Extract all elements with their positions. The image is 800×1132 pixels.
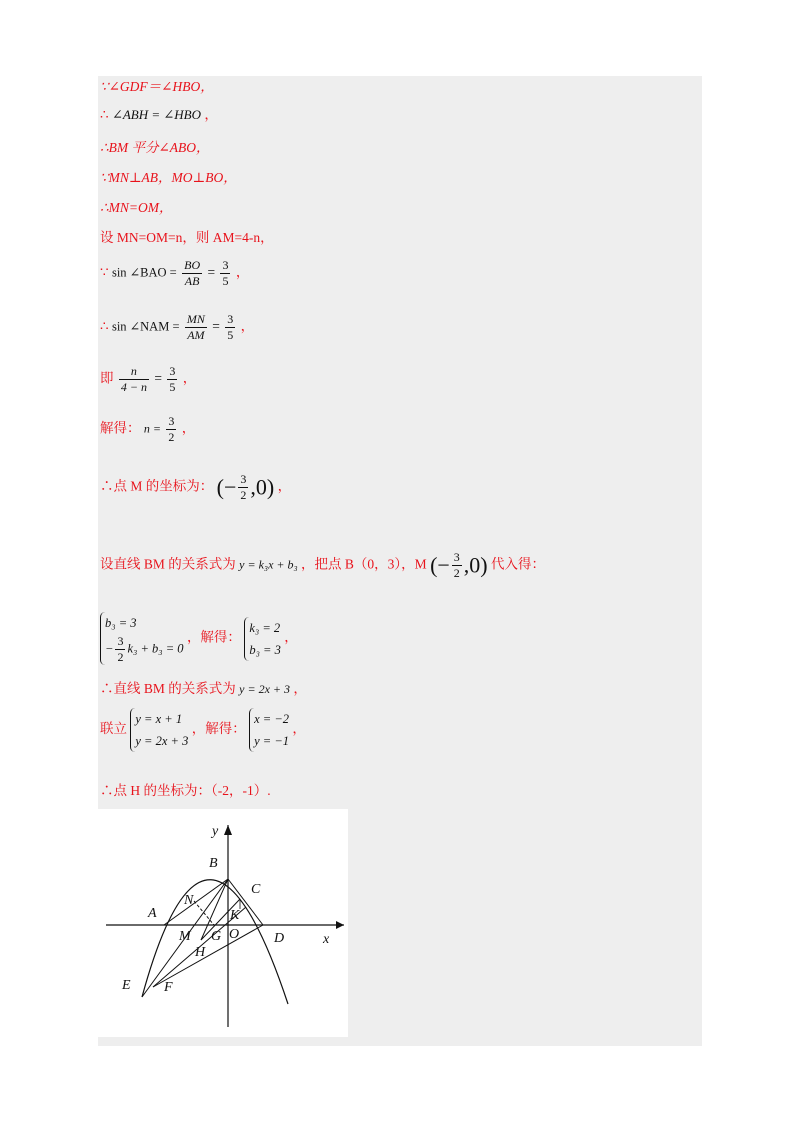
comma: ， bbox=[181, 420, 196, 436]
label-e: E bbox=[122, 978, 131, 993]
line-sin-nam bbox=[100, 312, 254, 343]
label-a: A bbox=[148, 906, 157, 921]
fraction-n-4-n: $\frac{n}{4 - n}$ bbox=[120, 364, 147, 394]
line-n-over-4-minus-n bbox=[100, 364, 196, 395]
label-h: H bbox=[195, 945, 206, 960]
label-y: y bbox=[212, 824, 219, 839]
comma: ， bbox=[277, 478, 292, 494]
daiiru-text: 代入得： bbox=[491, 556, 545, 572]
equals-sign: = bbox=[154, 370, 162, 386]
bm-result-text: ∴直线 BM 的关系式为 bbox=[100, 681, 236, 696]
sin-nam-lhs: sin ∠NAM = bbox=[111, 319, 180, 334]
comma: ， bbox=[204, 107, 218, 122]
bm-result-equation: y = 2x + 3 bbox=[239, 682, 290, 696]
open-paren: (− bbox=[216, 474, 237, 500]
point-m-text: ∴点 M 的坐标为： bbox=[100, 478, 214, 494]
label-m: M bbox=[179, 929, 191, 944]
therefore-symbol: ∴ bbox=[100, 107, 109, 122]
comma: ， bbox=[235, 264, 250, 280]
system-lines: y = x + 1 y = 2x + 3 bbox=[130, 708, 188, 752]
line-system-b3 bbox=[100, 612, 298, 665]
line-mn-eq-om: ∴MN=OM， bbox=[100, 200, 173, 215]
open-paren: (− bbox=[430, 552, 450, 578]
label-n: N bbox=[184, 893, 194, 908]
line-gdf-hbo: ∵∠GDF＝∠HBO， bbox=[100, 79, 214, 94]
lianli-label: 联立 bbox=[100, 721, 127, 737]
fraction-3-2: $\frac{3}{2}$ bbox=[168, 414, 175, 444]
ji-label: 即 bbox=[100, 370, 114, 386]
equals-sign: = bbox=[212, 318, 220, 334]
line-fd bbox=[153, 925, 263, 987]
line-sin-bao bbox=[100, 258, 249, 289]
line-perpendiculars: ∵MN⊥AB，MO⊥BO， bbox=[100, 170, 237, 185]
geometry-figure bbox=[98, 809, 348, 1037]
fraction-bo-ab: $\frac{BO}{AB}$ bbox=[184, 258, 201, 288]
jiede-label: ，解得： bbox=[186, 629, 241, 645]
fraction-3-5: $\frac{3}{5}$ bbox=[227, 312, 234, 342]
line-simultaneous bbox=[100, 708, 306, 752]
bm-equation: y = k₃x + b₃ bbox=[239, 557, 298, 572]
because-symbol: ∵ bbox=[100, 264, 109, 280]
line-let-n: 设 MN=OM=n，则 AM=4-n， bbox=[100, 230, 274, 245]
label-x: x bbox=[323, 932, 330, 947]
line-ab bbox=[164, 879, 228, 925]
system-b3-k3: b₃ = 3 − $\frac{3}{2}$ k₃ + b₃ = 0 bbox=[100, 612, 184, 665]
label-o: O bbox=[229, 927, 240, 942]
fraction-3-5: $\frac{3}{5}$ bbox=[169, 364, 176, 394]
comma: ， bbox=[240, 318, 255, 334]
fraction-3-2: $\frac{3}{2}$ bbox=[117, 634, 124, 664]
equals-sign: = bbox=[207, 264, 216, 280]
comma: ， bbox=[292, 721, 306, 737]
line-solve-n bbox=[100, 414, 195, 445]
line-point-h: ∴点 H 的坐标为：（-2，-1）. bbox=[100, 783, 271, 798]
fraction-3-5: $\frac{3}{5}$ bbox=[222, 258, 229, 288]
label-f: F bbox=[164, 980, 173, 995]
jiede-label: ，解得： bbox=[191, 721, 246, 737]
label-k: K bbox=[230, 908, 240, 923]
angle-equation: ∠ABH = ∠HBO bbox=[111, 107, 202, 122]
sin-bao-lhs: sin ∠BAO = bbox=[111, 265, 177, 280]
line-bm-result bbox=[100, 680, 307, 698]
therefore-symbol: ∴ bbox=[100, 318, 109, 334]
line-bm-bisects: ∴BM 平分∠ABO， bbox=[100, 140, 210, 155]
line-set-bm bbox=[100, 550, 545, 581]
n-equals: n = bbox=[143, 421, 161, 436]
substitute-text: ，把点 B（0，3），M bbox=[301, 556, 427, 572]
label-d: D bbox=[274, 931, 285, 946]
line-abh-hbo bbox=[100, 106, 218, 124]
comma: ， bbox=[293, 681, 307, 696]
label-b: B bbox=[209, 856, 218, 871]
close-paren: ,0) bbox=[250, 474, 275, 500]
y-arrow-icon bbox=[224, 825, 232, 835]
set-bm-text: 设直线 BM 的关系式为 bbox=[100, 556, 236, 572]
parabola-diagram bbox=[98, 809, 348, 1037]
system-solution-k3-b3: k₃ = 2 b₃ = 3 bbox=[244, 617, 281, 661]
line-point-m bbox=[100, 472, 291, 503]
jiede-label: 解得： bbox=[100, 420, 141, 436]
close-paren: ,0) bbox=[463, 552, 488, 578]
fraction-mn-am: $\frac{MN}{AM}$ bbox=[186, 312, 205, 342]
comma: ， bbox=[284, 629, 298, 645]
label-c: C bbox=[251, 882, 261, 897]
comma: ， bbox=[182, 370, 197, 386]
label-g: G bbox=[211, 929, 222, 944]
x-arrow-icon bbox=[336, 921, 344, 929]
system-solution-xy: x = −2 y = −1 bbox=[249, 708, 289, 752]
fraction-3-2: $\frac{3}{2}$ bbox=[453, 550, 460, 580]
fraction-3-2: $\frac{3}{2}$ bbox=[240, 472, 247, 502]
